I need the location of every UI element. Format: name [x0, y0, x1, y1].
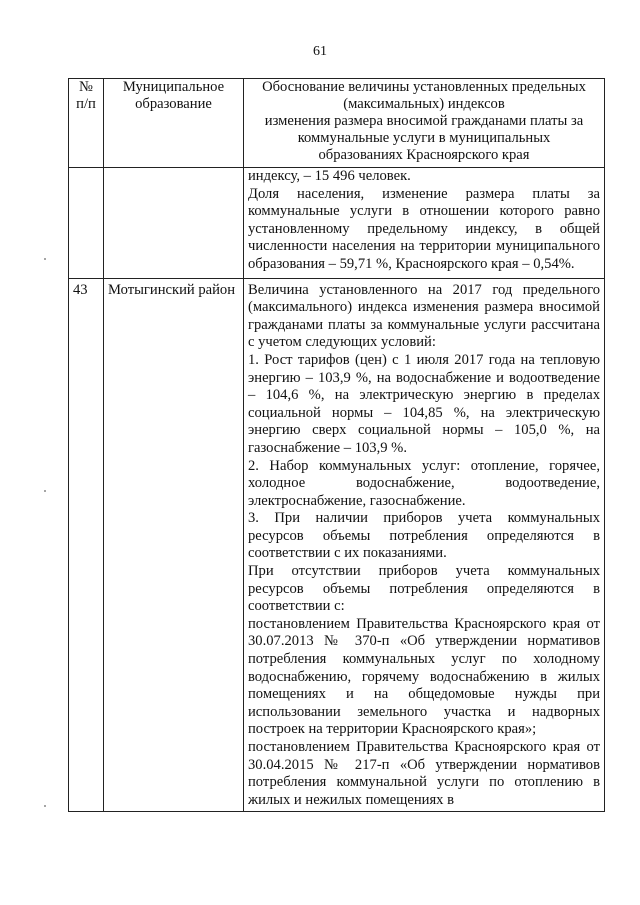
scan-mark [44, 805, 46, 807]
paragraph: 3. При наличии приборов учета коммунальных ресурсов объемы потребления определяются в соответствии с их показаниями. [248, 510, 600, 562]
header-number [69, 79, 104, 168]
paragraph: постановлением Правительства Красноярского края от 30.07.2013 № 370-п «Об утверждении нормативов потребления коммунальных услуг по холодному водоснабжению, горячему водоснабжению в жилых помещениях и на общедомовые нужды при использовании земельного участка и надворных построек на территории Красноярского края»; [248, 615, 600, 738]
table-header-row [69, 79, 605, 168]
header-municipality-line2: образование [135, 96, 212, 112]
scan-mark [44, 490, 46, 492]
paragraph: При отсутствии приборов учета коммунальных ресурсов объемы потребления определяются в соответствии с: [248, 563, 600, 615]
index-justification-table [68, 78, 605, 812]
paragraph: постановлением Правительства Красноярского края от 30.04.2015 № 217-п «Об утверждении нормативов потребления коммунальной услуги по отоплению в жилых и нежилых помещениях в [248, 739, 600, 808]
header-justification-line: образованиях Красноярского края [318, 147, 530, 163]
header-justification-line: Обоснование величины установленных предельных [262, 79, 586, 95]
header-justification-line: (максимальных) индексов [343, 96, 505, 112]
table-row [69, 168, 605, 279]
row-number: 43 [69, 278, 104, 812]
header-justification-line: изменения размера вносимой гражданами платы за [264, 113, 584, 129]
row-municipality [104, 168, 244, 279]
header-municipality-line1: Муниципальное [122, 79, 225, 95]
header-municipality [104, 79, 244, 168]
row-municipality: Мотыгинский район [104, 278, 244, 812]
row-justification [244, 278, 605, 812]
header-justification [244, 79, 605, 168]
paragraph: 1. Рост тарифов (цен) с 1 июля 2017 года на тепловую энергию – 103,9 %, на водоснабжение и водоотведение – 104,6 %, на электрическую энергию в пределах социальной нормы – 104,85 %, на электрическую энергию сверх социальной нормы – 105,0 %, на газоснабжение – 103,9 %. [248, 351, 600, 456]
paragraph: 2. Набор коммунальных услуг: отопление, горячее, холодное водоснабжение, водоотведение, электроснабжение, газоснабжение. [248, 457, 600, 509]
paragraph: индексу, – 15 496 человек. [248, 168, 411, 184]
header-number-line2: п/п [76, 96, 96, 112]
header-number-line1: № [79, 79, 93, 95]
table-row [69, 278, 605, 812]
page-number: 61 [313, 44, 327, 59]
row-justification [244, 168, 605, 279]
paragraph: Доля населения, изменение размера платы за коммунальные услуги в отношении которого равно установленному предельному индексу, в общей численности населения на территории муниципального образования – 59,71 %, Красноярского края – 0,54%. [248, 185, 600, 272]
scan-mark [44, 258, 46, 260]
header-justification-line: коммунальные услуги в муниципальных [297, 130, 551, 146]
row-number [69, 168, 104, 279]
paragraph: Величина установленного на 2017 год предельного (максимального) индекса изменения размера вносимой гражданами платы за коммунальные услуги рассчитана с учетом следующих условий: [248, 281, 600, 351]
